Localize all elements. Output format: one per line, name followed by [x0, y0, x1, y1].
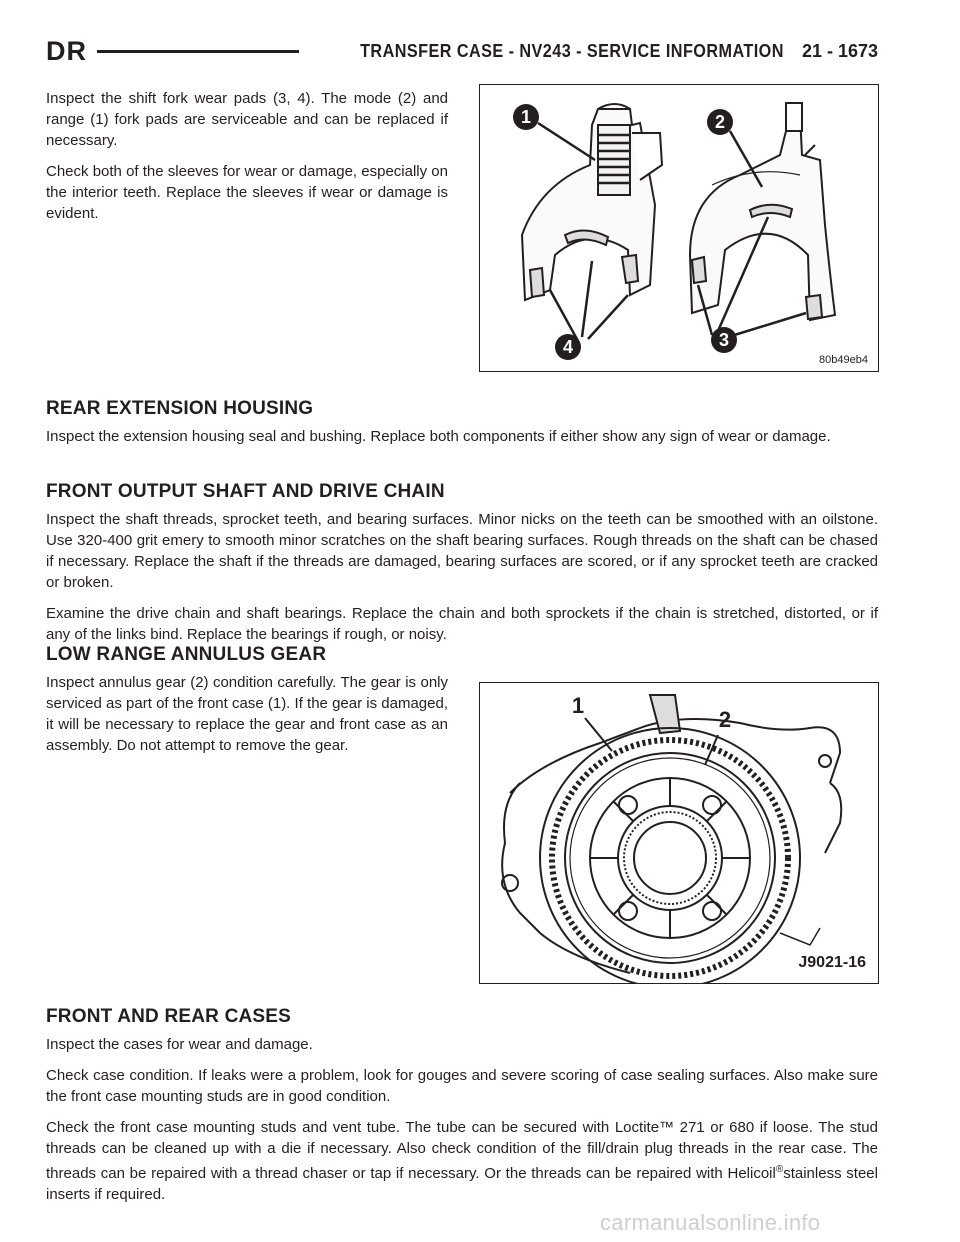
- cases-paragraph-2: Check case condition. If leaks were a problem, look for gouges and severe scoring of case sealing surfaces. Also make sure the front case mounting studs are in good condition.: [46, 1067, 878, 1105]
- front-output-heading: FRONT OUTPUT SHAFT AND DRIVE CHAIN: [46, 481, 445, 502]
- intro-paragraph-2: Check both of the sleeves for wear or damage, especially on the interior teeth. Replace the sleeves if wear or damage is evident.: [46, 163, 448, 222]
- rear-extension-paragraph: Inspect the extension housing seal and bushing. Replace both components if either show any sign of wear or damage.: [46, 428, 831, 445]
- annulus-gear-figure: [479, 682, 879, 984]
- figure2-callout-1: 1: [571, 693, 585, 718]
- shift-fork-illustration: [480, 85, 878, 371]
- cases-heading: FRONT AND REAR CASES: [46, 1006, 292, 1027]
- watermark: carmanualsonline.info: [600, 1210, 821, 1235]
- figure1-code: 80b49eb4: [819, 354, 868, 366]
- figure1-callout-2: 2: [714, 112, 726, 132]
- figure2-callout-2: 2: [718, 707, 732, 732]
- intro-paragraph-1: Inspect the shift fork wear pads (3, 4). The mode (2) and range (1) fork pads are serviceable and can be replaced if necessary.: [46, 90, 448, 149]
- low-range-paragraph: Inspect annulus gear (2) condition carefully. The gear is only serviced as part of the front case (1). If the gear is damaged, it will be necessary to replace the gear and front case as an assembly. Do not attempt to remove the gear.: [46, 674, 448, 754]
- cases-paragraph-1: Inspect the cases for wear and damage.: [46, 1036, 313, 1053]
- figure1-callout-3: 3: [718, 330, 730, 350]
- front-output-paragraph-1: Inspect the shaft threads, sprocket teeth, and bearing surfaces. Minor nicks on the teeth can be smoothed with an oilstone. Use 320-400 grit emery to smooth minor scratches on the shaft bearing surfaces. Rough threads on the shaft can be chased if necessary. Replace the shaft if the threads are damaged, bearing surfaces are scored, or if any sprocket teeth are cracked or broken.: [46, 511, 878, 591]
- low-range-heading: LOW RANGE ANNULUS GEAR: [46, 644, 327, 665]
- cases-section: [46, 1006, 878, 1205]
- intro-text: [46, 88, 448, 224]
- figure1-callout-4: 4: [562, 337, 574, 357]
- registered-mark: ®: [775, 1164, 784, 1175]
- header-title: TRANSFER CASE - NV243 - SERVICE INFORMATION: [360, 40, 784, 61]
- header-page-number: 21 - 1673: [801, 40, 878, 61]
- figure2-code: J9021-16: [798, 954, 866, 971]
- cases-paragraph-3-tail: stainless steel inserts if required.: [46, 1165, 878, 1203]
- front-output-section: [46, 481, 878, 645]
- cases-paragraph-3-text: Check the front case mounting studs and vent tube. The tube can be secured with Loctite™ 271 or 680 if loose. The stud threads can be cleaned up with a die if necessary. Also check condition of the fill/drain plug threads in the rear case. The threads can be repaired with a thread chaser or tap if necessary. Or the threads can be repaired with Helicoil: [46, 1119, 878, 1182]
- header-rule: [97, 50, 299, 53]
- rear-extension-heading: REAR EXTENSION HOUSING: [46, 398, 314, 419]
- page-header: [46, 36, 878, 66]
- cases-paragraph-3: [46, 1117, 878, 1205]
- rear-extension-section: [46, 398, 878, 447]
- figure1-callout-1: 1: [520, 107, 532, 127]
- annulus-gear-illustration: [480, 683, 878, 983]
- front-output-paragraph-2: Examine the drive chain and shaft bearings. Replace the chain and both sprockets if the chain is stretched, distorted, or if any of the links bind. Replace the bearings if rough, or noisy.: [46, 605, 878, 643]
- shift-fork-figure: [479, 84, 879, 372]
- low-range-section: [46, 644, 448, 756]
- header-model: DR: [46, 35, 87, 66]
